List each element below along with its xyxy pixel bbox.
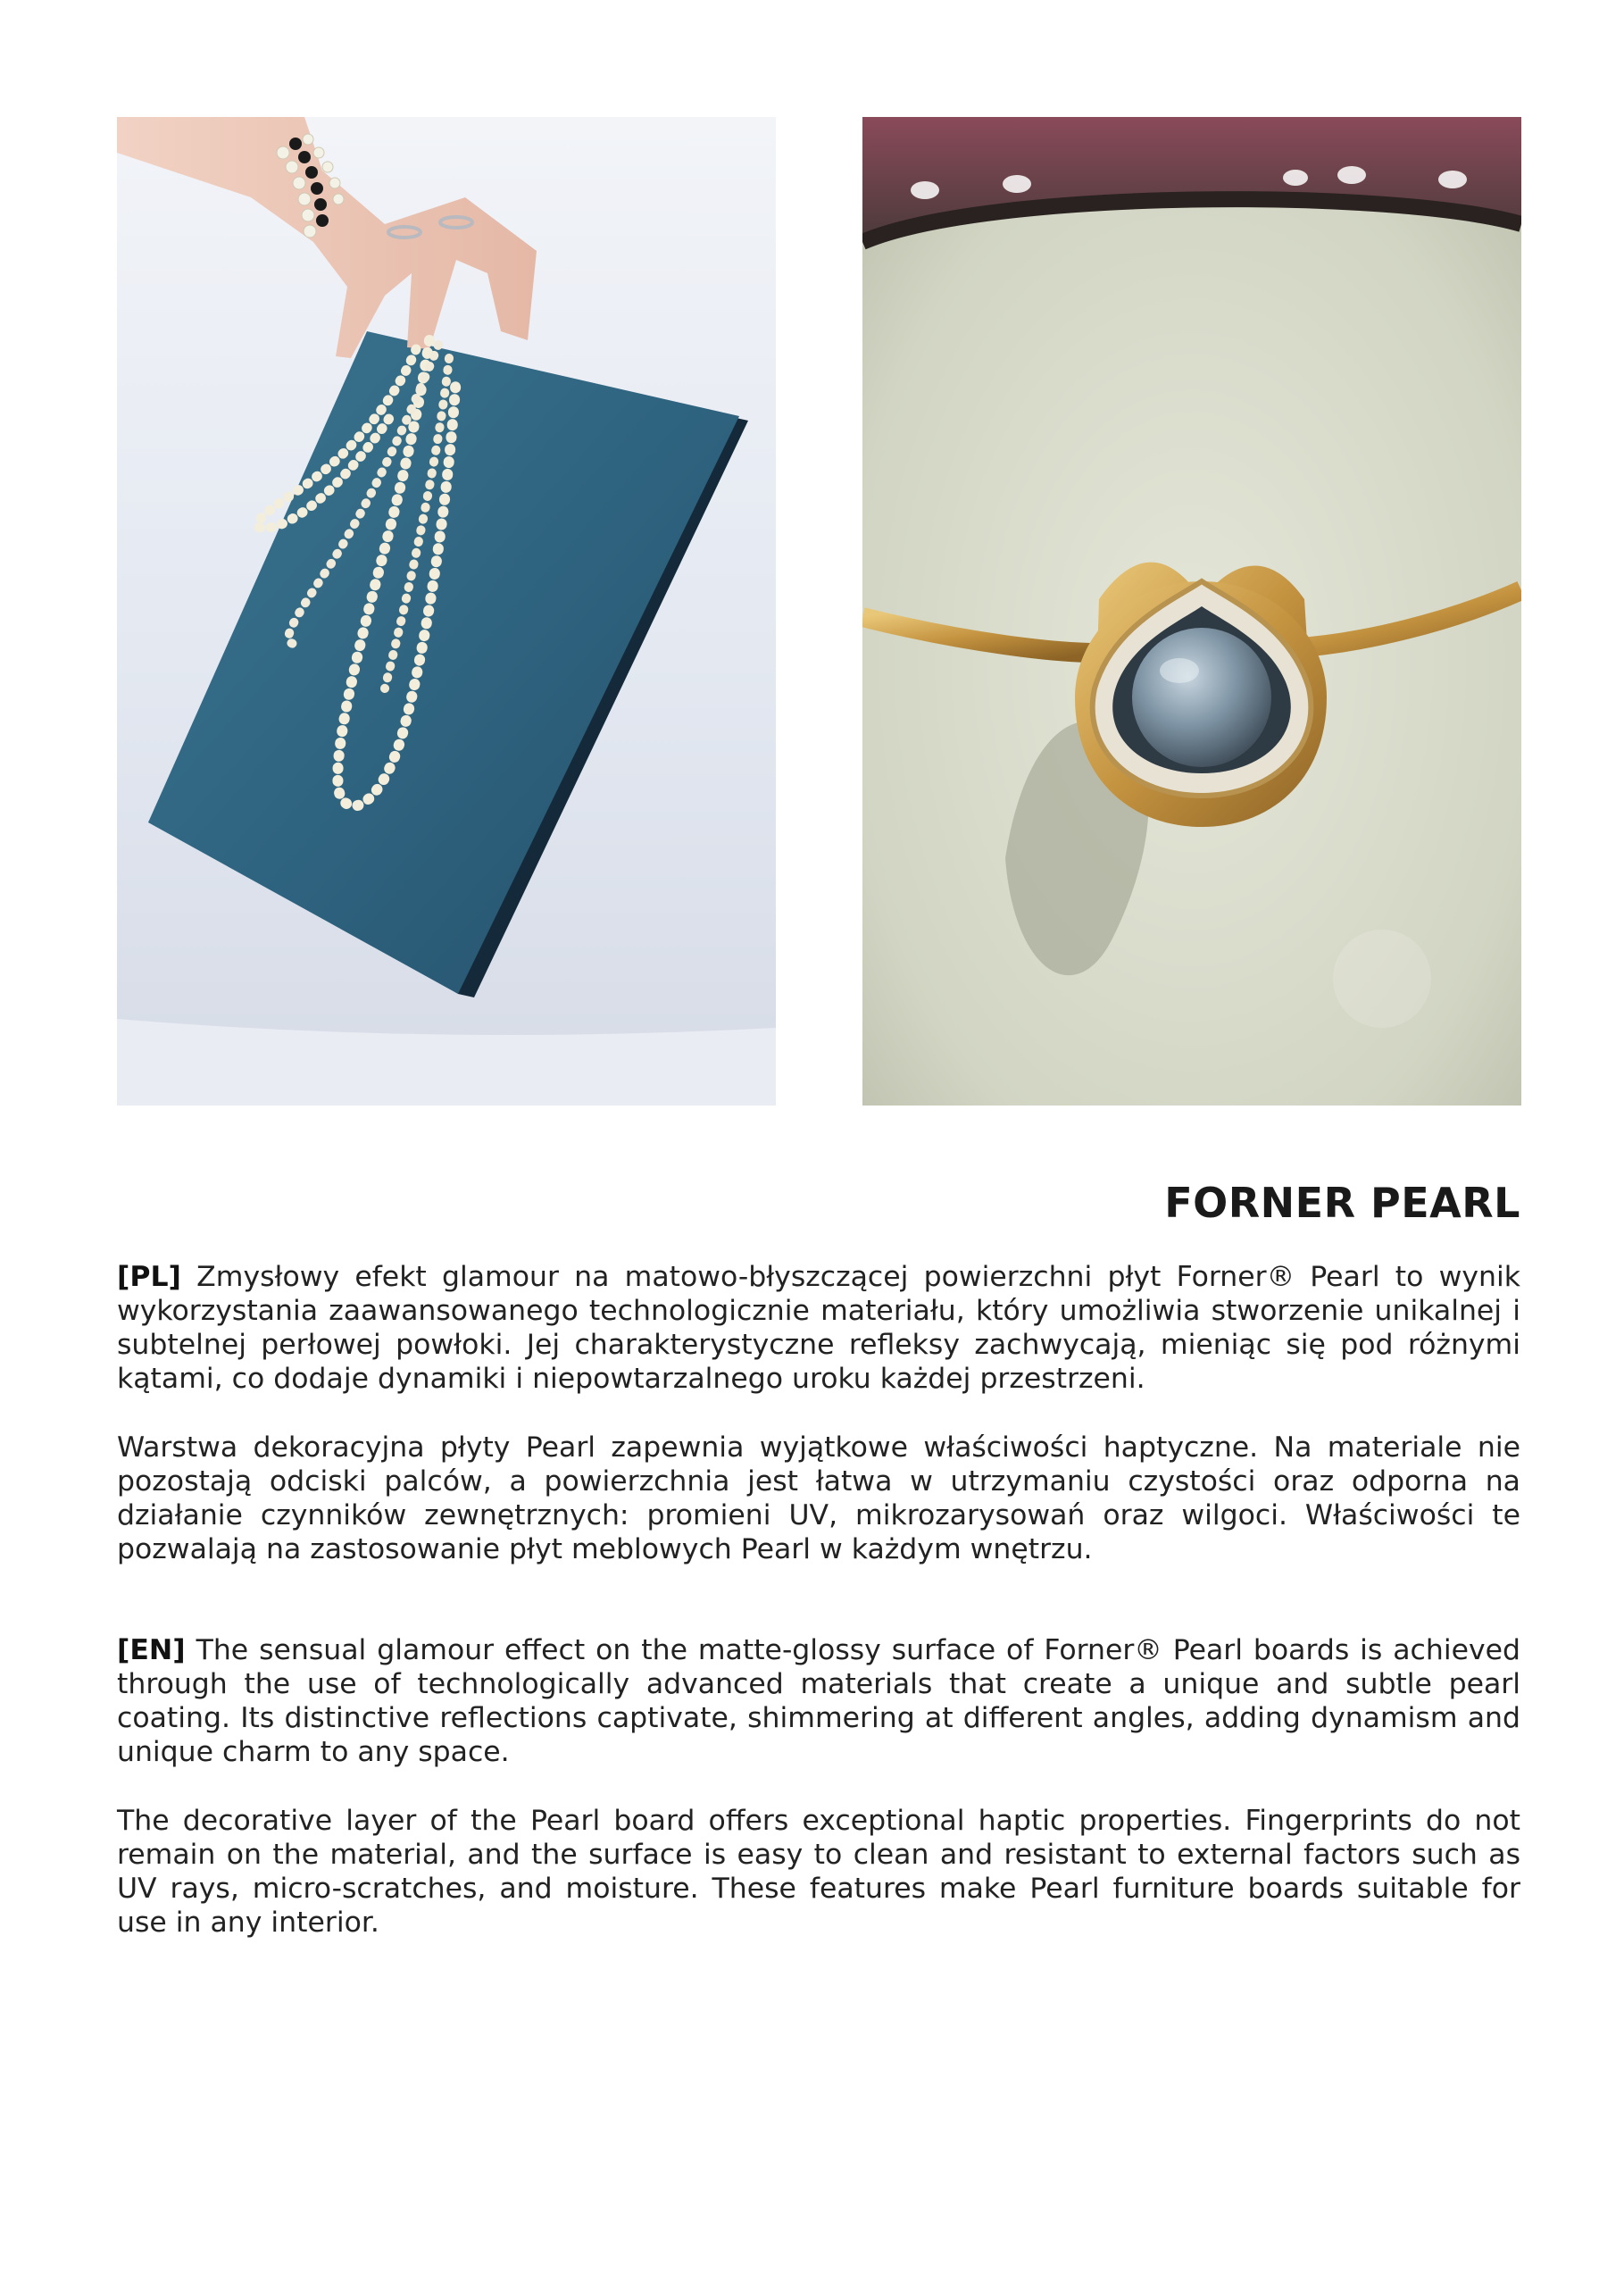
pl-paragraph-1: [117, 1260, 1520, 1396]
en-paragraph-1-text: The sensual glamour effect on the matte-glossy surface of Forner® Pearl boards is achieved through the use of technologically advanced materials that create a unique and subtle pearl coating. Its distinctive reflections captivate, shimmering at different angles, adding dynamism and unique charm to any space.: [117, 1634, 1520, 1768]
photo-pearl-pendant-illustration: [862, 117, 1521, 1106]
photo-pearl-board: [117, 117, 776, 1106]
pl-paragraph-1-text: Zmysłowy efekt glamour na matowo-błyszczącej powierzchni płyt Forner® Pearl to wynik wykorzystania zaawansowanego technologicznie materiału, który umożliwia stworzenie unikalnej i subtelnej perłowej powłoki. Jej charakterystyczne refleksy zachwycają, mieniąc się pod różnymi kątami, co dodaje dynamiki i niepowtarzalnego uroku każdej przestrzeni.: [117, 1261, 1520, 1395]
page-title: FORNER PEARL: [1164, 1179, 1520, 1227]
photo-pearl-board-illustration: [117, 117, 776, 1106]
photo-pearl-pendant: [862, 117, 1521, 1106]
en-language-tag: [EN]: [117, 1634, 186, 1666]
pl-language-tag: [PL]: [117, 1261, 181, 1293]
pl-paragraph-2: Warstwa dekoracyjna płyty Pearl zapewnia wyjątkowe właściwości haptyczne. Na materiale nie pozostają odciski palców, a powierzchnia jest łatwa w utrzymaniu czystości oraz odporna na działanie czynników zewnętrznych: promieni UV, mikrozarysowań oraz wilgoci. Właściwości te pozwalają na zastosowanie płyt meblowych Pearl w każdym wnętrzu.: [117, 1431, 1520, 1565]
en-paragraph-2: The decorative layer of the Pearl board offers exceptional haptic properties. Fingerprints do not remain on the material, and the surface is easy to clean and resistant to external factors such as UV rays, micro-scratches, and moisture. These features make Pearl furniture boards suitable for use in any interior.: [117, 1805, 1520, 1939]
en-paragraph-1: [117, 1633, 1520, 1769]
